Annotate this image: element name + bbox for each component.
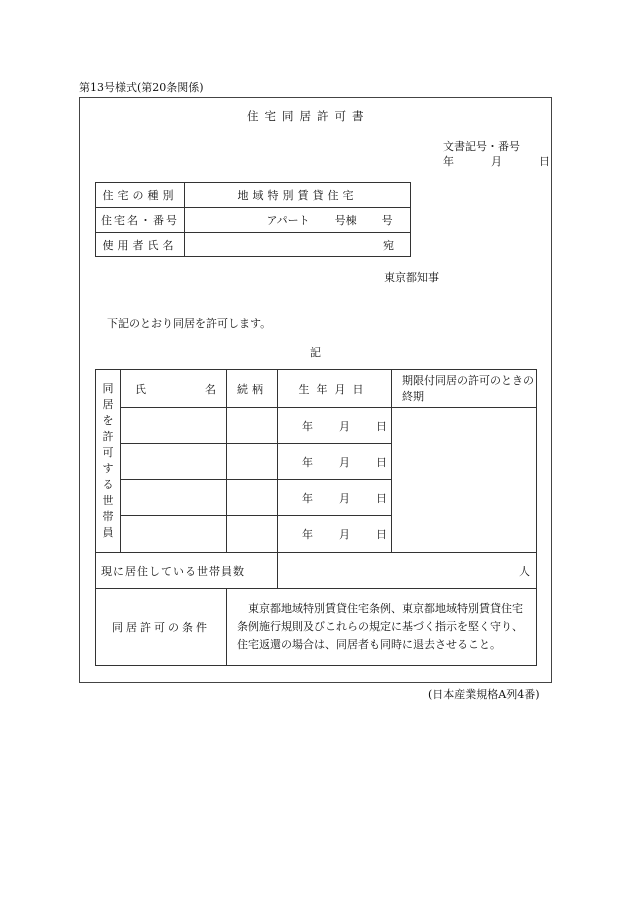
row-year: 年 bbox=[302, 528, 313, 541]
housing-room: 号 bbox=[381, 214, 393, 227]
col-name-header bbox=[121, 370, 227, 408]
housing-apartment: アパート bbox=[266, 214, 310, 227]
member-period-cell bbox=[392, 408, 537, 553]
issuer: 東京都知事 bbox=[384, 271, 439, 284]
row-day: 日 bbox=[376, 455, 387, 469]
page-title: 住宅同居許可書 bbox=[247, 109, 370, 123]
member-relation-cell bbox=[227, 408, 278, 444]
member-birth-cell bbox=[278, 516, 392, 553]
housing-type-value: 地域特別賃貸住宅 bbox=[185, 183, 411, 208]
residents-unit: 人 bbox=[519, 564, 530, 578]
col-birth-header: 生年月日 bbox=[278, 370, 392, 408]
member-relation-cell bbox=[227, 516, 278, 553]
date-year: 年 bbox=[443, 155, 454, 168]
side-label-char: 居 bbox=[102, 398, 114, 411]
row-year: 年 bbox=[302, 419, 313, 433]
col-period-header: 期限付同居の許可のときの終期 bbox=[392, 370, 537, 408]
side-label-char: る bbox=[102, 478, 114, 491]
conditions-label: 同居許可の条件 bbox=[96, 589, 227, 666]
member-name-cell bbox=[121, 480, 227, 516]
residents-label: 現に居住している世帯員数 bbox=[96, 553, 278, 589]
side-label-char: す bbox=[102, 462, 114, 475]
footer-note: (日本産業規格A列4番) bbox=[428, 688, 540, 701]
housing-building: 号棟 bbox=[334, 214, 357, 227]
member-name-cell bbox=[121, 516, 227, 553]
user-name-label: 使用者氏名 bbox=[96, 233, 185, 257]
row-month: 月 bbox=[339, 528, 350, 541]
row-month: 月 bbox=[339, 419, 350, 433]
user-suffix: 宛 bbox=[383, 238, 394, 252]
col-name-a: 氏 bbox=[135, 382, 146, 396]
side-label-char: 員 bbox=[102, 526, 114, 539]
member-name-cell bbox=[121, 408, 227, 444]
conditions-text: 東京都地域特別賃貸住宅条例、東京都地域特別賃貸住宅条例施行規則及びこれらの規定に基づく指示を堅く守り、住宅返還の場合は、同居者も同時に退去させること。 bbox=[227, 589, 537, 666]
side-label-char: 許 bbox=[102, 430, 114, 443]
row-year: 年 bbox=[302, 455, 313, 469]
date-day: 日 bbox=[539, 155, 550, 168]
housing-table bbox=[95, 182, 411, 257]
side-label-char: 世 bbox=[102, 494, 114, 507]
side-label-text bbox=[96, 381, 120, 541]
form-number: 第13号様式(第20条関係) bbox=[79, 81, 204, 94]
member-birth-cell bbox=[278, 408, 392, 444]
user-name-value bbox=[185, 233, 411, 257]
member-birth-cell bbox=[278, 480, 392, 516]
doc-number-label: 文書記号・番号 bbox=[443, 140, 520, 153]
housing-name-value bbox=[185, 208, 411, 233]
table-row bbox=[96, 408, 537, 444]
side-label-char: 可 bbox=[102, 446, 114, 459]
side-label-char: を bbox=[102, 414, 114, 427]
member-relation-cell bbox=[227, 444, 278, 480]
side-label-char: 同 bbox=[102, 382, 114, 395]
row-month: 月 bbox=[339, 491, 350, 505]
member-name-cell bbox=[121, 444, 227, 480]
row-year: 年 bbox=[302, 491, 313, 505]
intro-text: 下記のとおり同居を許可します。 bbox=[107, 317, 272, 330]
col-name-b: 名 bbox=[205, 382, 216, 396]
member-birth-cell bbox=[278, 444, 392, 480]
housing-name-label: 住宅名・番号 bbox=[96, 208, 185, 233]
row-day: 日 bbox=[376, 528, 387, 541]
household-side-label bbox=[96, 370, 121, 553]
household-table bbox=[95, 369, 537, 666]
date-month: 月 bbox=[491, 155, 502, 168]
row-day: 日 bbox=[376, 491, 387, 505]
date-line bbox=[443, 155, 550, 169]
ki-label: 記 bbox=[310, 346, 321, 359]
housing-type-label: 住宅の種別 bbox=[96, 183, 185, 208]
row-day: 日 bbox=[376, 419, 387, 433]
col-relation-header: 続柄 bbox=[227, 370, 278, 408]
residents-value bbox=[278, 553, 537, 589]
row-month: 月 bbox=[339, 455, 350, 469]
side-label-char: 帯 bbox=[102, 510, 114, 523]
member-relation-cell bbox=[227, 480, 278, 516]
